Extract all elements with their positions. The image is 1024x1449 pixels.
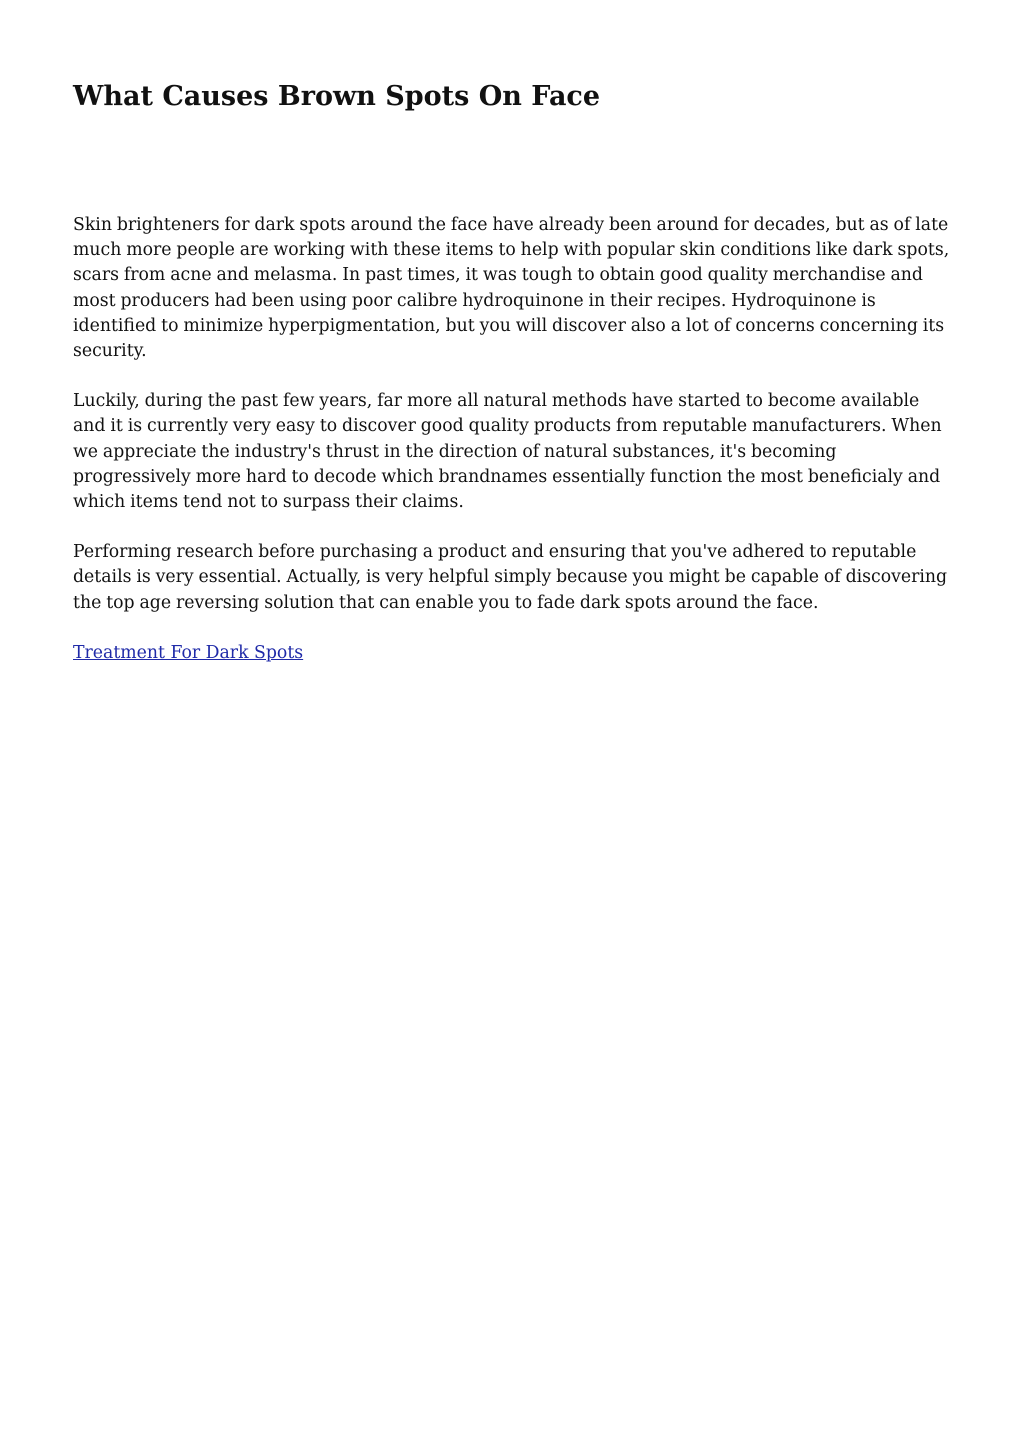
link-paragraph xyxy=(73,641,953,666)
treatment-link[interactable]: Treatment For Dark Spots xyxy=(73,642,304,663)
article-body xyxy=(73,213,953,666)
paragraph-3: Performing research before purchasing a product and ensuring that you've adhered to reputable details is very essential. Actually, is very helpful simply because you might be capable of discovering the top age reversing solution that can enable you to fade dark spots around the face. xyxy=(73,542,948,613)
page-title: What Causes Brown Spots On Face xyxy=(73,81,601,112)
paragraph-1: Skin brighteners for dark spots around the face have already been around for decades, but as of late much more people are working with these items to help with popular skin conditions like dark spots, scars from acne and melasma. In past times, it was tough to obtain good quality merchandise and most producers had been using poor calibre hydroquinone in their recipes. Hydroquinone is identified to minimize hyperpigmentation, but you will discover also a lot of concerns concerning its security. xyxy=(73,215,950,362)
paragraph-2: Luckily, during the past few years, far more all natural methods have started to become available and it is currently very easy to discover good quality products from reputable manufacturers. When we appreciate the industry's thrust in the direction of natural substances, it's becoming progressively more hard to decode which brandnames essentially function the most beneficialy and which items tend not to surpass their claims. xyxy=(73,391,942,513)
